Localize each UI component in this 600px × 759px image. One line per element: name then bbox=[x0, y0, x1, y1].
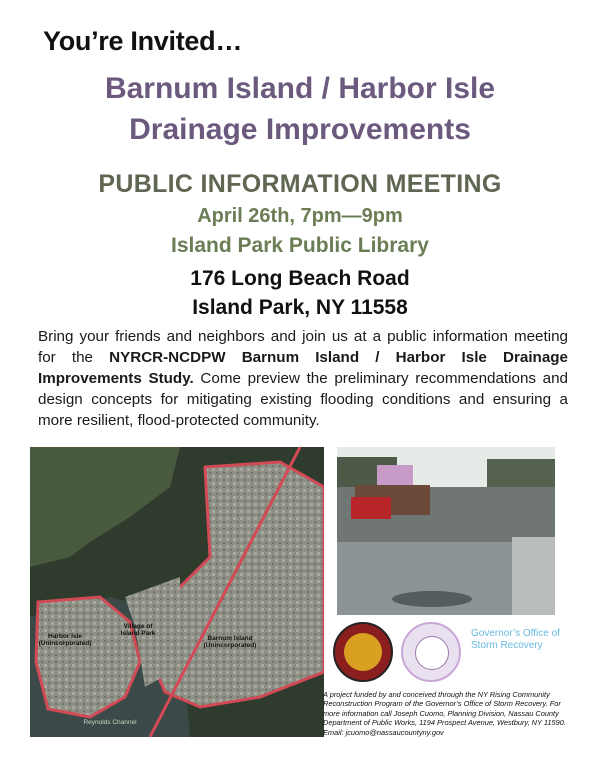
body-rest: Come preview the preliminary recommendations and design concepts for mitigating existing flooding conditions and ensuring a more resilient, flood-protected community. bbox=[38, 370, 568, 429]
project-title-line1: Barnum Island / Harbor Isle bbox=[104, 72, 496, 105]
meeting-venue: Island Park Public Library bbox=[171, 234, 429, 257]
map-label-village: Village of Island Park bbox=[120, 623, 156, 637]
meeting-datetime: April 26th, 7pm—9pm bbox=[197, 205, 403, 227]
photo-sidewalk bbox=[512, 537, 555, 615]
nassau-county-seal bbox=[333, 622, 393, 682]
invitation-heading: You’re Invited… bbox=[43, 26, 243, 56]
photo-truck-cab bbox=[351, 497, 391, 519]
flooded-street-image bbox=[337, 447, 555, 615]
map-label-harbor-isle: Harbor Isle (Unincorporated) bbox=[38, 633, 92, 647]
funding-credit: A project funded by and conceived through the NY Rising Community Reconstruction Program of the Governor’s Office of Storm Recovery. For more information call Joseph Cuomo, Planning Division, Nassau County Department of Public Works, 1194 Prospect Avenue, Westbury, NY 11590. Email: jcuomo@nassaucountyny.gov bbox=[323, 690, 566, 737]
invitation-body bbox=[38, 326, 568, 431]
meeting-address-line1: 176 Long Beach Road bbox=[190, 267, 410, 290]
map-label-channel: Reynolds Channel bbox=[83, 719, 137, 726]
aerial-map bbox=[30, 447, 324, 737]
photo-manhole bbox=[392, 591, 472, 607]
governor-office-logo-text: Governor’s Office of Storm Recovery bbox=[471, 628, 560, 651]
body-study-name: NYRCR-NCDPW Barnum Island / Harbor Isle Drainage Improvements Study. bbox=[38, 349, 568, 387]
meeting-address-line2: Island Park, NY 11558 bbox=[192, 296, 408, 319]
sponsor-logos bbox=[333, 622, 573, 686]
public-works-seal bbox=[401, 622, 461, 682]
aerial-map-image bbox=[30, 447, 324, 737]
body-intro: Bring your friends and neighbors and join us at a public information meeting for the bbox=[38, 328, 568, 366]
flooded-street-photo bbox=[337, 447, 555, 615]
meeting-heading: PUBLIC INFORMATION MEETING bbox=[98, 170, 502, 198]
project-title-line2: Drainage Improvements bbox=[129, 113, 471, 146]
map-label-barnum-island: Barnum Island (Unincorporated) bbox=[203, 635, 257, 649]
